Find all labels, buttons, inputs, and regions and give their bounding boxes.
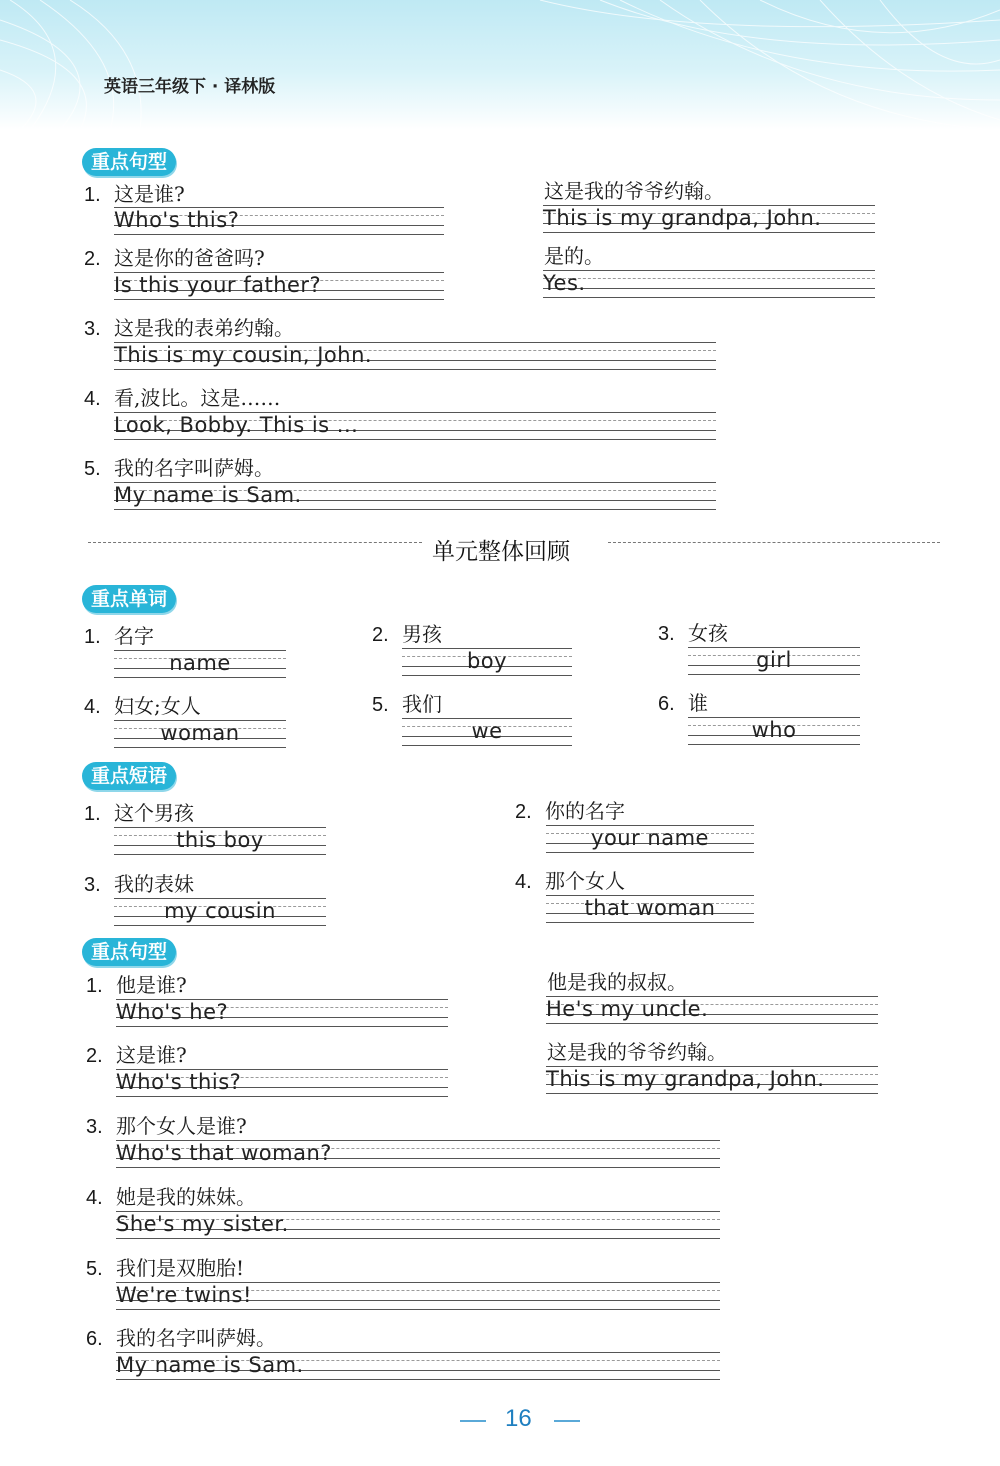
divider-left — [88, 542, 422, 543]
answer-text: boy — [466, 649, 508, 673]
answer-lines — [114, 482, 716, 512]
phrase-2: 2. 你的名字 — [515, 799, 625, 823]
answer-text: that woman — [584, 896, 716, 920]
word-6: 6. 谁 — [658, 691, 708, 715]
answer-text: Yes. — [543, 271, 586, 295]
answer-lines — [114, 720, 286, 750]
phrase-1: 1. 这个男孩 — [84, 801, 194, 825]
tag-key-sentences-2: 重点句型 — [82, 938, 176, 966]
phrase-4: 4. 那个女人 — [515, 869, 625, 893]
answer-text: my cousin — [164, 899, 276, 923]
question-5: 5. 我的名字叫萨姆。 — [84, 456, 274, 480]
answer-text: This is my grandpa, John. — [543, 206, 822, 230]
answer-text: He's my uncle. — [546, 997, 709, 1021]
question-4: 4. 看,波比。这是…… — [84, 386, 281, 410]
answer-text: She's my sister. — [116, 1212, 289, 1236]
answer-lines — [402, 648, 572, 678]
answer-text: Look, Bobby. This is ... — [114, 413, 359, 437]
answer-text: My name is Sam. — [114, 483, 302, 507]
tag-key-phrases: 重点短语 — [82, 762, 176, 790]
question-5: 5. 我们是双胞胎! — [86, 1256, 245, 1280]
answer-lines — [546, 996, 878, 1026]
answer-lines — [116, 1140, 720, 1170]
answer-lines — [114, 827, 326, 857]
answer-lines — [116, 1211, 720, 1241]
answer-lines — [116, 1069, 448, 1099]
word-4: 4. 妇女;女人 — [84, 694, 201, 718]
question-1: 1. 这是谁? — [84, 182, 185, 206]
answer-text: woman — [160, 721, 240, 745]
answer-lines — [546, 895, 754, 925]
answer-lines — [116, 1352, 720, 1382]
answer-text: We're twins! — [116, 1283, 252, 1307]
answer-lines — [688, 647, 860, 677]
divider-right — [608, 542, 940, 543]
header-band — [0, 0, 1000, 130]
answer-lines — [543, 270, 875, 300]
page-number: 16 — [505, 1405, 532, 1432]
answer-lines — [114, 412, 716, 442]
answer-lines — [116, 1282, 720, 1312]
question-2: 2. 这是谁? — [86, 1043, 187, 1067]
answer-text: This is my cousin, John. — [114, 343, 373, 367]
answer-text: Who's this? — [116, 1070, 242, 1094]
tag-key-sentences: 重点句型 — [82, 148, 176, 176]
answer-text: Is this your father? — [114, 273, 322, 297]
answer-lines — [116, 999, 448, 1029]
answer-lines — [546, 825, 754, 855]
answer-text: who — [751, 718, 797, 742]
answer-lines — [546, 1066, 878, 1096]
answer-lines — [688, 717, 860, 747]
word-1: 1. 名字 — [84, 624, 154, 648]
answer-text: This is my grandpa, John. — [546, 1067, 825, 1091]
question-1: 1. 他是谁? — [86, 973, 187, 997]
answer-lines — [114, 650, 286, 680]
answer-text: Who's that woman? — [116, 1141, 332, 1165]
answer-text: girl — [756, 648, 792, 672]
tag-key-words: 重点单词 — [82, 585, 176, 613]
answer-lines — [114, 342, 716, 372]
question-6: 6. 我的名字叫萨姆。 — [86, 1326, 276, 1350]
page-dash-right — [554, 1420, 580, 1422]
question-3: 3. 这是我的表弟约翰。 — [84, 316, 294, 340]
header-pattern — [0, 0, 1000, 130]
answer-text: Who's this? — [114, 208, 240, 232]
page-dash-left — [460, 1420, 486, 1422]
answer-2b-prompt: 是的。 — [544, 244, 604, 268]
answer-text: we — [471, 719, 503, 743]
question-3: 3. 那个女人是谁? — [86, 1114, 247, 1138]
word-3: 3. 女孩 — [658, 621, 728, 645]
word-2: 2. 男孩 — [372, 622, 442, 646]
answer-text: Who's he? — [116, 1000, 229, 1024]
answer-2b-prompt: 这是我的爷爷约翰。 — [547, 1040, 727, 1064]
word-5: 5. 我们 — [372, 692, 442, 716]
section-title: 单元整体回顾 — [432, 539, 570, 565]
phrase-3: 3. 我的表妹 — [84, 872, 194, 896]
answer-lines — [114, 272, 444, 302]
answer-lines — [114, 898, 326, 928]
answer-lines — [402, 718, 572, 748]
answer-text: My name is Sam. — [116, 1353, 304, 1377]
question-2: 2. 这是你的爸爸吗? — [84, 246, 265, 270]
answer-1b-prompt: 他是我的叔叔。 — [547, 970, 687, 994]
answer-text: your name — [591, 826, 709, 850]
answer-1b-prompt: 这是我的爷爷约翰。 — [544, 179, 724, 203]
answer-lines — [543, 205, 875, 235]
answer-text: this boy — [176, 828, 264, 852]
answer-lines — [114, 207, 444, 237]
answer-text: name — [169, 651, 231, 675]
question-4: 4. 她是我的妹妹。 — [86, 1185, 256, 1209]
book-title: 英语三年级下 · 译林版 — [104, 77, 276, 97]
